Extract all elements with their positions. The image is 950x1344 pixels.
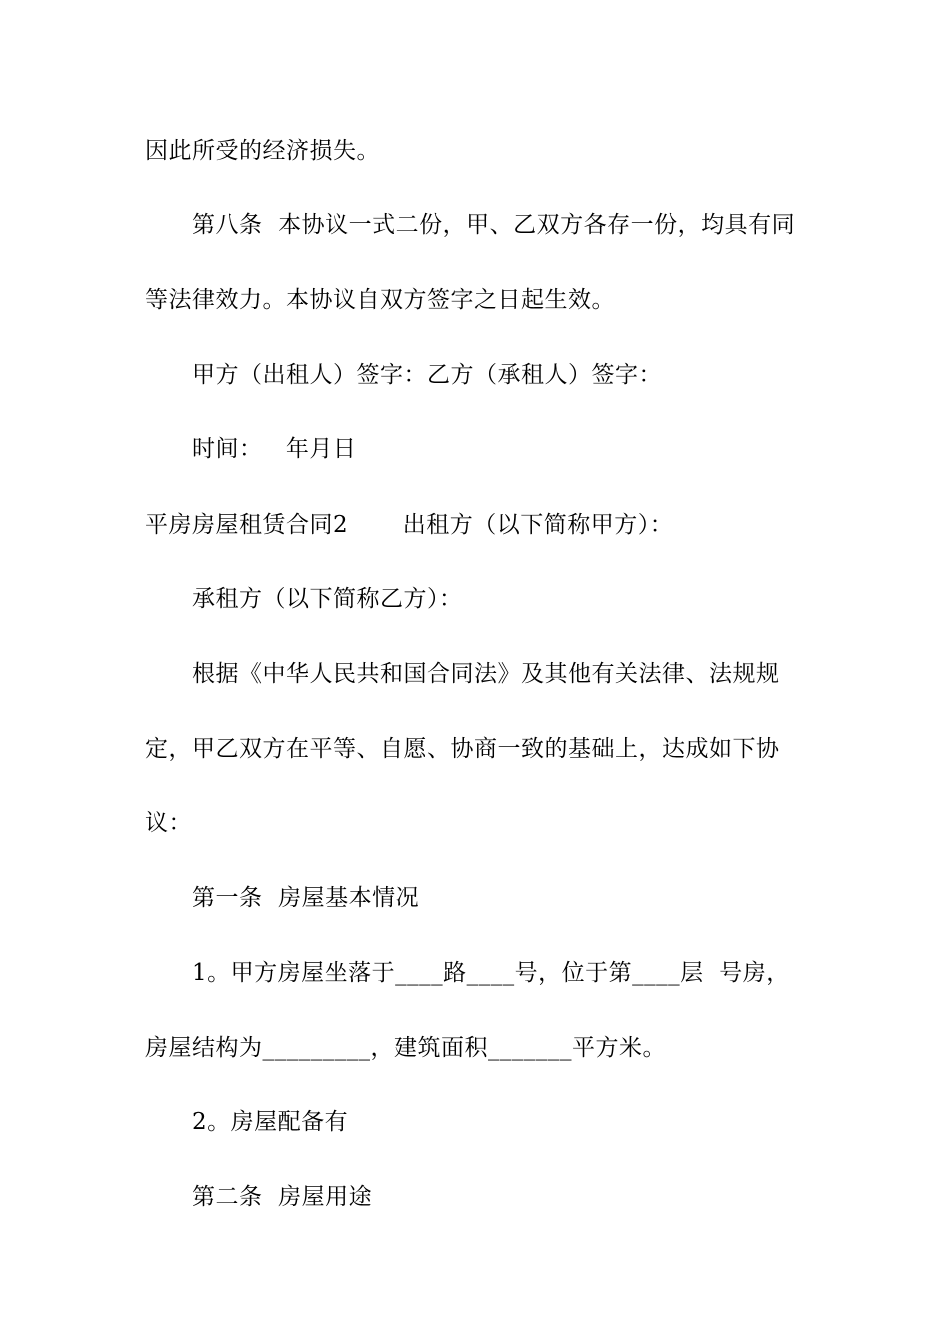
article-2-heading: 第二条 房屋用途 [192, 1184, 373, 1210]
article-1-heading: 第一条 房屋基本情况 [192, 885, 420, 911]
text-line-10: 议： [145, 810, 192, 836]
lessee-line: 承租方（以下简称乙方）： [192, 586, 463, 612]
text-line-9: 定，甲乙双方在平等、自愿、协商一致的基础上，达成如下协 [145, 736, 780, 762]
text-line-article-8: 第八条 本协议一式二份，甲、乙双方各存一份，均具有同 [192, 212, 796, 238]
date-line: 时间： 年月日 [192, 436, 357, 462]
text-line-13: 房屋结构为_________，建筑面积_______平方米。 [145, 1035, 666, 1061]
text-line-12: 1。甲方房屋坐落于____路____号，位于第____层 号房， [192, 960, 790, 986]
contract-title-line: 平房房屋租赁合同2 出租方（以下简称甲方）： [145, 512, 674, 538]
text-line-8: 根据《中华人民共和国合同法》及其他有关法律、法规规 [192, 661, 780, 687]
signature-line: 甲方（出租人）签字：乙方（承租人）签字： [192, 362, 662, 388]
text-line-14: 2。房屋配备有 [192, 1109, 349, 1135]
text-line-3: 等法律效力。本协议自双方签字之日起生效。 [145, 287, 615, 313]
text-line-1: 因此所受的经济损失。 [145, 138, 380, 164]
